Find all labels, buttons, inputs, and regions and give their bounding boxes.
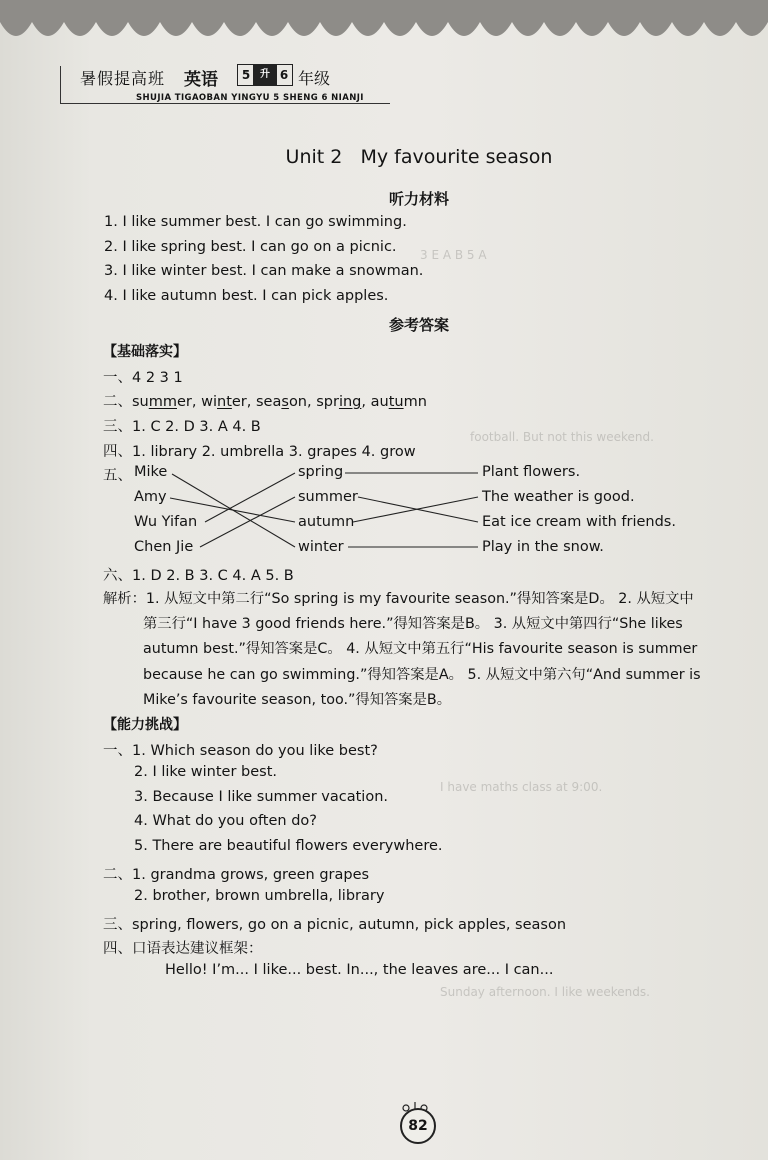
basic-q5-prefix: 五、 (103, 468, 132, 484)
match-name: Amy (134, 489, 167, 505)
match-line-wuyifan-spring (205, 473, 295, 522)
grade-arrow: 升 (253, 64, 277, 86)
header-rule (60, 103, 390, 104)
bleed-through-text: 3 E A B 5 A (420, 248, 487, 262)
match-activity: The weather is good. (482, 489, 635, 505)
challenge-q3: 三、spring, flowers, go on a picnic, autumn, pick apples, season (103, 917, 567, 933)
challenge-heading: 【能力挑战】 (103, 717, 187, 733)
explanation-line: 解析：1. 从短文中第二行“So spring is my favourite season.”得知答案是D。 2. 从短文中 (103, 591, 694, 607)
header-pinyin: SHUJIA TIGAOBAN YINGYU 5 SHENG 6 NIANJI (136, 93, 364, 103)
answers-heading: 参考答案 (388, 316, 449, 334)
grade-suffix: 年级 (298, 69, 331, 88)
challenge-q1-line: 2. I like winter best. (134, 764, 278, 780)
basic-q2: 二、summer, winter, season, spring, autumn (103, 394, 427, 410)
basic-q3: 三、1. C 2. D 3. A 4. B (103, 419, 261, 435)
match-season: summer (298, 489, 358, 505)
header-bracket (60, 66, 73, 103)
match-name: Wu Yifan (134, 514, 198, 530)
subject-label: 英语 (184, 70, 218, 90)
explanation-line: autumn best.”得知答案是C。 4. 从短文中第五行“His favourite season is summer (143, 641, 698, 657)
explanation-line: Mike’s favourite season, too.”得知答案是B。 (143, 692, 452, 708)
listening-line: 2. I like spring best. I can go on a picnic. (104, 239, 397, 255)
listening-line: 3. I like winter best. I can make a snowman. (104, 263, 424, 279)
bleed-through-text: football. But not this weekend. (470, 430, 654, 444)
word-winter: winter (201, 394, 247, 410)
match-activity: Play in the snow. (482, 539, 604, 555)
listening-line: 1. I like summer best. I can go swimming. (104, 214, 407, 230)
match-season: autumn (298, 514, 355, 530)
listening-heading: 听力材料 (388, 190, 449, 208)
grade-from: 5 (237, 64, 255, 86)
basic-q2-prefix: 二、 (103, 394, 132, 410)
match-line-amy-autumn (170, 498, 295, 522)
grade-to: 6 (275, 64, 293, 86)
challenge-q1-line: 4. What do you often do? (134, 813, 317, 829)
match-season: winter (298, 539, 344, 555)
basic-q4: 四、1. library 2. umbrella 3. grapes 4. grow (103, 444, 416, 460)
match-season: spring (298, 464, 344, 480)
word-summer: summer (132, 394, 192, 410)
challenge-q2-line: 2. brother, brown umbrella, library (134, 888, 385, 904)
page-number: 82 (400, 1108, 436, 1144)
word-season: season (256, 394, 307, 410)
bleed-through-text: I have maths class at 9:00. (440, 780, 603, 794)
match-name: Mike (134, 464, 168, 480)
page-number-badge (386, 1100, 444, 1146)
book-title: 暑假提高班 (80, 69, 166, 88)
match-activity: Plant flowers. (482, 464, 581, 480)
match-name: Chen Jie (134, 539, 194, 555)
challenge-q4-label: 四、口语表达建议框架： (103, 941, 263, 957)
matching-lines (0, 455, 768, 565)
explanation-line: 第三行“I have 3 good friends here.”得知答案是B。 3. 从短文中第四行“She likes (143, 616, 683, 632)
challenge-q1-line: 3. Because I like summer vacation. (134, 789, 388, 805)
bleed-through-text: Sunday afternoon. I like weekends. (440, 985, 650, 999)
match-activity: Eat ice cream with friends. (482, 514, 676, 530)
challenge-q4-framework: Hello! I’m... I like... best. In..., the leaves are... I can... (165, 962, 554, 978)
challenge-q1-line: 5. There are beautiful flowers everywhere. (134, 838, 443, 854)
challenge-q1-line: 一、1. Which season do you like best? (103, 743, 378, 759)
basic-q6: 六、1. D 2. B 3. C 4. A 5. B (103, 568, 294, 584)
match-line-chenjie-summer (200, 497, 295, 547)
challenge-q2-line: 二、1. grandma grows, green grapes (103, 867, 370, 883)
word-autumn: autumn (370, 394, 427, 410)
basic-heading: 【基础落实】 (103, 344, 187, 360)
basic-q1: 一、4 2 3 1 (103, 370, 183, 386)
listening-line: 4. I like autumn best. I can pick apples. (104, 288, 389, 304)
unit-title: Unit 2 My favourite season (285, 146, 553, 168)
explanation-line: because he can go swimming.”得知答案是A。 5. 从短文中第六句“And summer is (143, 667, 701, 683)
word-spring: spring (316, 394, 362, 410)
scalloped-top-border (0, 0, 768, 56)
